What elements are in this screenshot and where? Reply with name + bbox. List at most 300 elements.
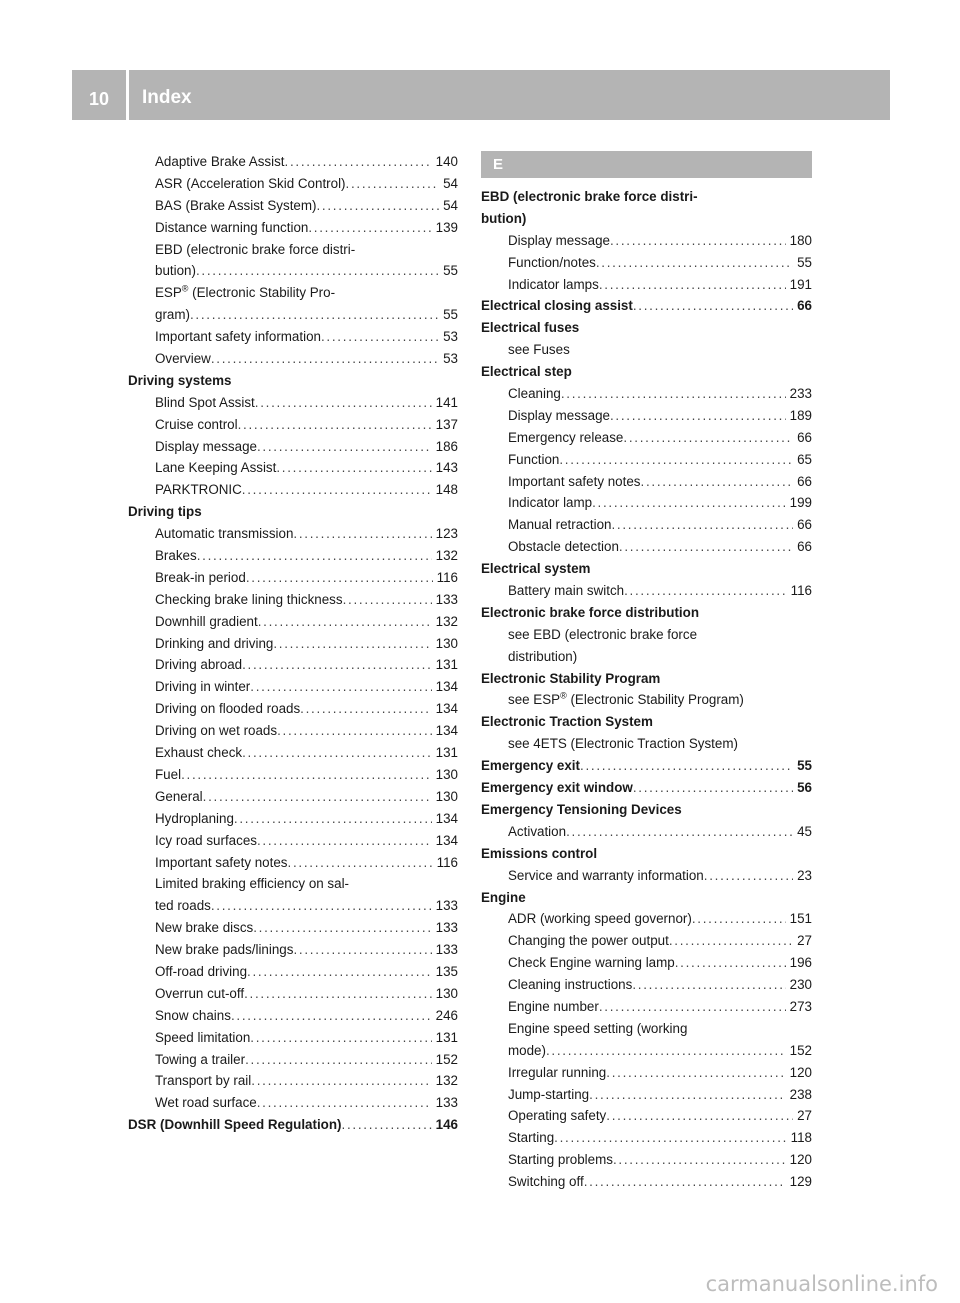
leader-dots xyxy=(619,536,793,558)
entry-term: Towing a trailer xyxy=(155,1051,246,1067)
index-entry xyxy=(128,392,458,414)
leader-dots xyxy=(592,492,786,514)
page-ref: 130 xyxy=(435,635,458,651)
entry-text xyxy=(508,865,704,887)
entry-term: Battery main switch xyxy=(508,583,625,599)
entry-term: EBD (electronic brake force distri- xyxy=(155,241,356,257)
entry-term: Icy road surfaces xyxy=(155,832,257,848)
page-ref: 54 xyxy=(443,175,458,191)
header-divider xyxy=(126,70,129,120)
leader-dots xyxy=(253,917,431,939)
page-ref: 27 xyxy=(797,1108,812,1124)
page-ref: 129 xyxy=(789,1174,812,1190)
leader-dots xyxy=(611,514,793,536)
entry-text xyxy=(155,1070,251,1092)
entry-term: ASR (Acceleration Skid Control) xyxy=(155,175,346,191)
registered-mark: ® xyxy=(560,691,567,702)
index-entry xyxy=(481,339,812,361)
page-ref: 55 xyxy=(797,758,812,774)
entry-text xyxy=(481,887,526,909)
entry-text xyxy=(155,1049,245,1071)
entry-text xyxy=(508,449,559,471)
entry-term: bution) xyxy=(155,263,196,279)
index-entry xyxy=(481,186,812,208)
entry-term: Electronic brake force distribution xyxy=(481,604,700,620)
entry-term: ADR (working speed governor) xyxy=(508,911,692,927)
index-entry xyxy=(481,1040,812,1062)
leader-dots xyxy=(641,471,794,493)
entry-text xyxy=(508,405,610,427)
index-entry xyxy=(481,689,812,711)
page-ref: 131 xyxy=(435,745,458,761)
index-entry xyxy=(128,1114,458,1136)
entry-text xyxy=(481,668,660,690)
page-ref: 135 xyxy=(435,963,458,979)
leader-dots xyxy=(584,1171,786,1193)
page-ref: 120 xyxy=(789,1152,812,1168)
index-entry xyxy=(481,230,812,252)
index-entry xyxy=(481,908,812,930)
entry-term: Lane Keeping Assist xyxy=(155,460,277,476)
leader-dots xyxy=(610,230,786,252)
registered-mark: ® xyxy=(181,283,189,294)
entry-text xyxy=(155,589,343,611)
leader-dots xyxy=(606,1105,793,1127)
entry-text xyxy=(508,733,738,755)
entry-term: Changing the power output xyxy=(508,933,669,949)
page-ref: 55 xyxy=(443,307,458,323)
leader-dots xyxy=(606,1062,785,1084)
page-ref: 134 xyxy=(435,723,458,739)
entry-text xyxy=(508,952,675,974)
leader-dots xyxy=(257,436,432,458)
entry-text xyxy=(155,873,349,895)
entry-term: gram) xyxy=(155,307,190,323)
page-ref: 246 xyxy=(435,1007,458,1023)
index-entry xyxy=(128,195,458,217)
leader-dots xyxy=(704,865,793,887)
entry-term: Hydroplaning xyxy=(155,810,234,826)
entry-term: Emergency release xyxy=(508,429,624,445)
leader-dots xyxy=(246,567,433,589)
index-entry xyxy=(128,720,458,742)
leader-dots xyxy=(300,698,432,720)
page-ref: 116 xyxy=(436,854,458,870)
leader-dots xyxy=(273,633,431,655)
leader-dots xyxy=(250,1027,431,1049)
leader-dots xyxy=(632,974,785,996)
entry-term: DSR (Downhill Speed Regulation) xyxy=(128,1117,342,1133)
leader-dots xyxy=(624,580,787,602)
entry-text xyxy=(508,230,610,252)
index-entry xyxy=(128,786,458,808)
entry-term: Fuel xyxy=(155,766,182,782)
entry-text xyxy=(155,392,255,414)
entry-text xyxy=(155,1092,257,1114)
index-entry xyxy=(128,545,458,567)
entry-text xyxy=(155,436,257,458)
page-ref: 134 xyxy=(435,701,458,717)
leader-dots xyxy=(561,383,786,405)
leader-dots xyxy=(559,449,793,471)
leader-dots xyxy=(554,1127,786,1149)
index-entry xyxy=(481,777,812,799)
leader-dots xyxy=(257,830,432,852)
entry-text xyxy=(508,1018,687,1040)
entry-term: bution) xyxy=(481,210,527,226)
index-entry xyxy=(481,252,812,274)
index-entry xyxy=(481,1127,812,1149)
index-entry xyxy=(481,558,812,580)
page-ref: 130 xyxy=(435,985,458,1001)
index-entry xyxy=(481,1105,812,1127)
entry-text xyxy=(155,457,276,479)
page-ref: 116 xyxy=(436,569,458,585)
entry-text xyxy=(481,208,526,230)
entry-text xyxy=(508,471,641,493)
index-entry xyxy=(128,1005,458,1027)
index-entry xyxy=(128,1049,458,1071)
leader-dots xyxy=(692,908,786,930)
page-ref: 152 xyxy=(789,1042,812,1058)
index-entry xyxy=(481,492,812,514)
index-entry xyxy=(481,274,812,296)
leader-dots xyxy=(276,457,431,479)
leader-dots xyxy=(285,151,432,173)
entry-text xyxy=(508,1040,546,1062)
entry-term: Driving in winter xyxy=(155,679,251,695)
entry-term: PARKTRONIC xyxy=(155,482,242,498)
entry-text xyxy=(508,908,692,930)
entry-term: Checking brake lining thickness xyxy=(155,591,343,607)
page-number: 10 xyxy=(88,89,110,109)
entry-term: EBD (electronic brake force distri- xyxy=(481,189,698,204)
entry-term: see EBD (electronic brake force xyxy=(508,626,698,642)
entry-term: Emergency exit xyxy=(481,758,580,774)
entry-text xyxy=(508,1171,584,1193)
leader-dots xyxy=(258,611,432,633)
entry-text xyxy=(155,1005,231,1027)
entry-text xyxy=(128,370,231,392)
index-entry xyxy=(481,952,812,974)
page-ref: 65 xyxy=(797,451,812,467)
entry-term: General xyxy=(155,788,203,804)
leader-dots xyxy=(211,895,432,917)
page-ref: 133 xyxy=(435,898,458,914)
leader-dots xyxy=(346,173,440,195)
page-ref: 66 xyxy=(797,298,812,314)
leader-dots xyxy=(293,939,431,961)
index-entry xyxy=(481,799,812,821)
entry-text xyxy=(155,830,257,852)
leader-dots xyxy=(316,195,439,217)
leader-dots xyxy=(197,545,432,567)
entry-term: Driving on flooded roads xyxy=(155,701,301,717)
entry-term: Important safety information xyxy=(155,329,321,345)
leader-dots xyxy=(242,742,432,764)
entry-text xyxy=(155,852,288,874)
page-ref: 139 xyxy=(435,219,458,235)
entry-term: Driving abroad xyxy=(155,657,243,673)
index-entry xyxy=(481,1171,812,1193)
entry-term: ESP xyxy=(155,285,182,301)
leader-dots xyxy=(231,1005,432,1027)
index-entry xyxy=(128,523,458,545)
index-entry xyxy=(128,1070,458,1092)
entry-text xyxy=(155,282,335,304)
leader-dots xyxy=(343,589,432,611)
page-ref: 55 xyxy=(797,254,812,270)
index-entry xyxy=(481,317,812,339)
page-ref: 132 xyxy=(435,548,458,564)
entry-term: Speed limitation xyxy=(155,1029,251,1045)
page-title: Index xyxy=(142,87,192,108)
entry-text xyxy=(155,260,196,282)
index-entry xyxy=(481,536,812,558)
index-entry xyxy=(481,646,812,668)
page-ref: 53 xyxy=(443,351,458,367)
index-entry xyxy=(128,764,458,786)
page-ref: 191 xyxy=(789,276,812,292)
entry-text xyxy=(508,996,599,1018)
leader-dots xyxy=(244,983,432,1005)
index-entry xyxy=(128,282,458,304)
leader-dots xyxy=(596,252,793,274)
entry-text xyxy=(155,611,258,633)
page-ref: 131 xyxy=(435,1029,458,1045)
entry-term: Cleaning instructions xyxy=(508,977,633,993)
index-entry xyxy=(481,733,812,755)
page-ref: 45 xyxy=(797,823,812,839)
leader-dots xyxy=(251,1070,431,1092)
page-ref: 189 xyxy=(789,407,812,423)
page-ref: 120 xyxy=(789,1064,812,1080)
entry-term: Electronic Traction System xyxy=(481,714,653,730)
entry-text xyxy=(508,514,611,536)
entry-text xyxy=(155,808,234,830)
leader-dots xyxy=(308,217,431,239)
leader-dots xyxy=(580,755,793,777)
index-entry xyxy=(128,983,458,1005)
page-ref: 133 xyxy=(435,591,458,607)
index-entry xyxy=(128,1027,458,1049)
index-entry xyxy=(128,939,458,961)
leader-dots xyxy=(196,260,439,282)
index-entry xyxy=(128,151,458,173)
watermark: carmanualsonline.info xyxy=(705,1272,938,1296)
index-entry xyxy=(128,501,458,523)
leader-dots xyxy=(669,930,793,952)
page-ref: 66 xyxy=(797,539,812,555)
entry-term: Emergency exit window xyxy=(481,780,633,796)
leader-dots xyxy=(257,1092,432,1114)
entry-term: Drinking and driving xyxy=(155,635,274,651)
index-entry xyxy=(481,1149,812,1171)
letter-heading-e: E xyxy=(481,151,812,178)
index-entry xyxy=(481,843,812,865)
entry-text xyxy=(481,295,633,317)
page-ref: 273 xyxy=(789,998,812,1014)
page-ref: 230 xyxy=(789,977,812,993)
leader-dots xyxy=(247,961,432,983)
page-ref: 66 xyxy=(797,473,812,489)
index-entry xyxy=(128,830,458,852)
entry-text xyxy=(481,843,597,865)
entry-term: ted roads xyxy=(155,898,211,914)
index-entry xyxy=(481,449,812,471)
entry-text xyxy=(155,961,247,983)
entry-term: Obstacle detection xyxy=(508,539,619,555)
index-entry xyxy=(481,1084,812,1106)
leader-dots xyxy=(675,952,786,974)
page-ref: 141 xyxy=(435,394,458,410)
entry-text xyxy=(155,983,244,1005)
index-entry xyxy=(128,917,458,939)
index-entry xyxy=(481,996,812,1018)
page-ref: 132 xyxy=(435,1073,458,1089)
entry-text xyxy=(481,317,579,339)
entry-term: Electrical closing assist xyxy=(481,298,633,314)
index-entry xyxy=(128,173,458,195)
entry-text xyxy=(155,217,308,239)
leader-dots xyxy=(610,405,786,427)
entry-term: Activation xyxy=(508,823,567,839)
page-ref: 196 xyxy=(789,955,812,971)
leader-dots xyxy=(190,304,439,326)
page-ref: 27 xyxy=(797,933,812,949)
index-entry xyxy=(128,589,458,611)
page-ref: 118 xyxy=(790,1130,812,1146)
entry-term: Exhaust check xyxy=(155,745,243,761)
entry-term: Function xyxy=(508,451,560,467)
entry-term: New brake discs xyxy=(155,920,254,936)
leader-dots xyxy=(242,654,432,676)
entry-text xyxy=(155,698,300,720)
leader-dots xyxy=(589,1084,786,1106)
leader-dots xyxy=(234,808,432,830)
entry-term: Jump-starting xyxy=(508,1086,590,1102)
page-ref: 66 xyxy=(797,517,812,533)
leader-dots xyxy=(546,1040,786,1062)
entry-term: Downhill gradient xyxy=(155,613,258,629)
page-ref: 134 xyxy=(435,832,458,848)
page-ref: 233 xyxy=(789,386,812,402)
leader-dots xyxy=(203,786,432,808)
page-ref: 238 xyxy=(789,1086,812,1102)
index-column-right xyxy=(481,151,812,1193)
index-entry xyxy=(128,239,458,261)
index-column-left xyxy=(128,151,458,1136)
index-entry xyxy=(128,633,458,655)
index-entry xyxy=(481,208,812,230)
entry-text xyxy=(155,151,285,173)
index-entry xyxy=(481,383,812,405)
index-entry xyxy=(128,414,458,436)
entry-text xyxy=(155,720,277,742)
entry-term: Starting xyxy=(508,1130,555,1146)
entry-term: see 4ETS (Electronic Traction System) xyxy=(508,736,738,752)
entry-term: Cruise control xyxy=(155,416,238,432)
entry-text xyxy=(155,479,242,501)
index-entry xyxy=(481,865,812,887)
entry-text xyxy=(155,895,211,917)
entry-text xyxy=(481,799,682,821)
leader-dots xyxy=(599,996,786,1018)
page-ref: 54 xyxy=(443,197,458,213)
entry-text xyxy=(155,326,321,348)
entry-text xyxy=(155,173,346,195)
index-entry xyxy=(128,217,458,239)
entry-text xyxy=(508,624,697,646)
entry-text xyxy=(508,1084,589,1106)
page-ref: 152 xyxy=(435,1051,458,1067)
entry-term: Overview xyxy=(155,351,211,367)
entry-text xyxy=(481,755,580,777)
page-ref: 53 xyxy=(443,329,458,345)
index-entry xyxy=(481,624,812,646)
index-entry xyxy=(128,326,458,348)
entry-text xyxy=(508,427,623,449)
entry-term: see ESP xyxy=(508,692,561,708)
leader-dots xyxy=(293,523,431,545)
leader-dots xyxy=(288,852,433,874)
index-entry xyxy=(128,567,458,589)
index-entry xyxy=(128,457,458,479)
entry-term: Display message xyxy=(155,438,257,454)
entry-term: Break-in period xyxy=(155,569,246,585)
index-entry xyxy=(128,260,458,282)
index-entry xyxy=(128,742,458,764)
entry-text xyxy=(508,1105,606,1127)
index-entry xyxy=(481,405,812,427)
page-ref: 132 xyxy=(435,613,458,629)
entry-text xyxy=(508,383,561,405)
page-ref: 186 xyxy=(435,438,458,454)
leader-dots xyxy=(277,720,432,742)
page-ref: 133 xyxy=(435,942,458,958)
entry-term: Emergency Tensioning Devices xyxy=(481,801,682,817)
entry-text xyxy=(155,567,246,589)
entry-term: Electrical step xyxy=(481,364,572,380)
entry-text xyxy=(508,1149,613,1171)
page-header xyxy=(72,70,890,120)
leader-dots xyxy=(599,274,786,296)
entry-text xyxy=(155,764,181,786)
leader-dots xyxy=(250,676,431,698)
index-entry xyxy=(128,895,458,917)
entry-text xyxy=(155,939,293,961)
page-ref: 199 xyxy=(789,495,812,511)
entry-term: Cleaning xyxy=(508,386,561,402)
entry-term: Snow chains xyxy=(155,1007,231,1023)
entry-text xyxy=(481,558,590,580)
index-entry xyxy=(481,974,812,996)
entry-text xyxy=(481,777,633,799)
entry-term: Driving tips xyxy=(128,504,202,520)
entry-text xyxy=(155,742,242,764)
entry-term: Electrical system xyxy=(481,561,591,577)
entry-term: Driving systems xyxy=(128,372,232,388)
entry-text xyxy=(155,917,253,939)
entry-term: Overrun cut-off xyxy=(155,985,245,1001)
page-ref: 130 xyxy=(435,788,458,804)
entry-text xyxy=(481,602,699,624)
entry-term: Check Engine warning lamp xyxy=(508,955,675,971)
entry-text xyxy=(508,974,632,996)
index-entry xyxy=(128,676,458,698)
index-entry xyxy=(128,1092,458,1114)
entry-text xyxy=(508,821,566,843)
